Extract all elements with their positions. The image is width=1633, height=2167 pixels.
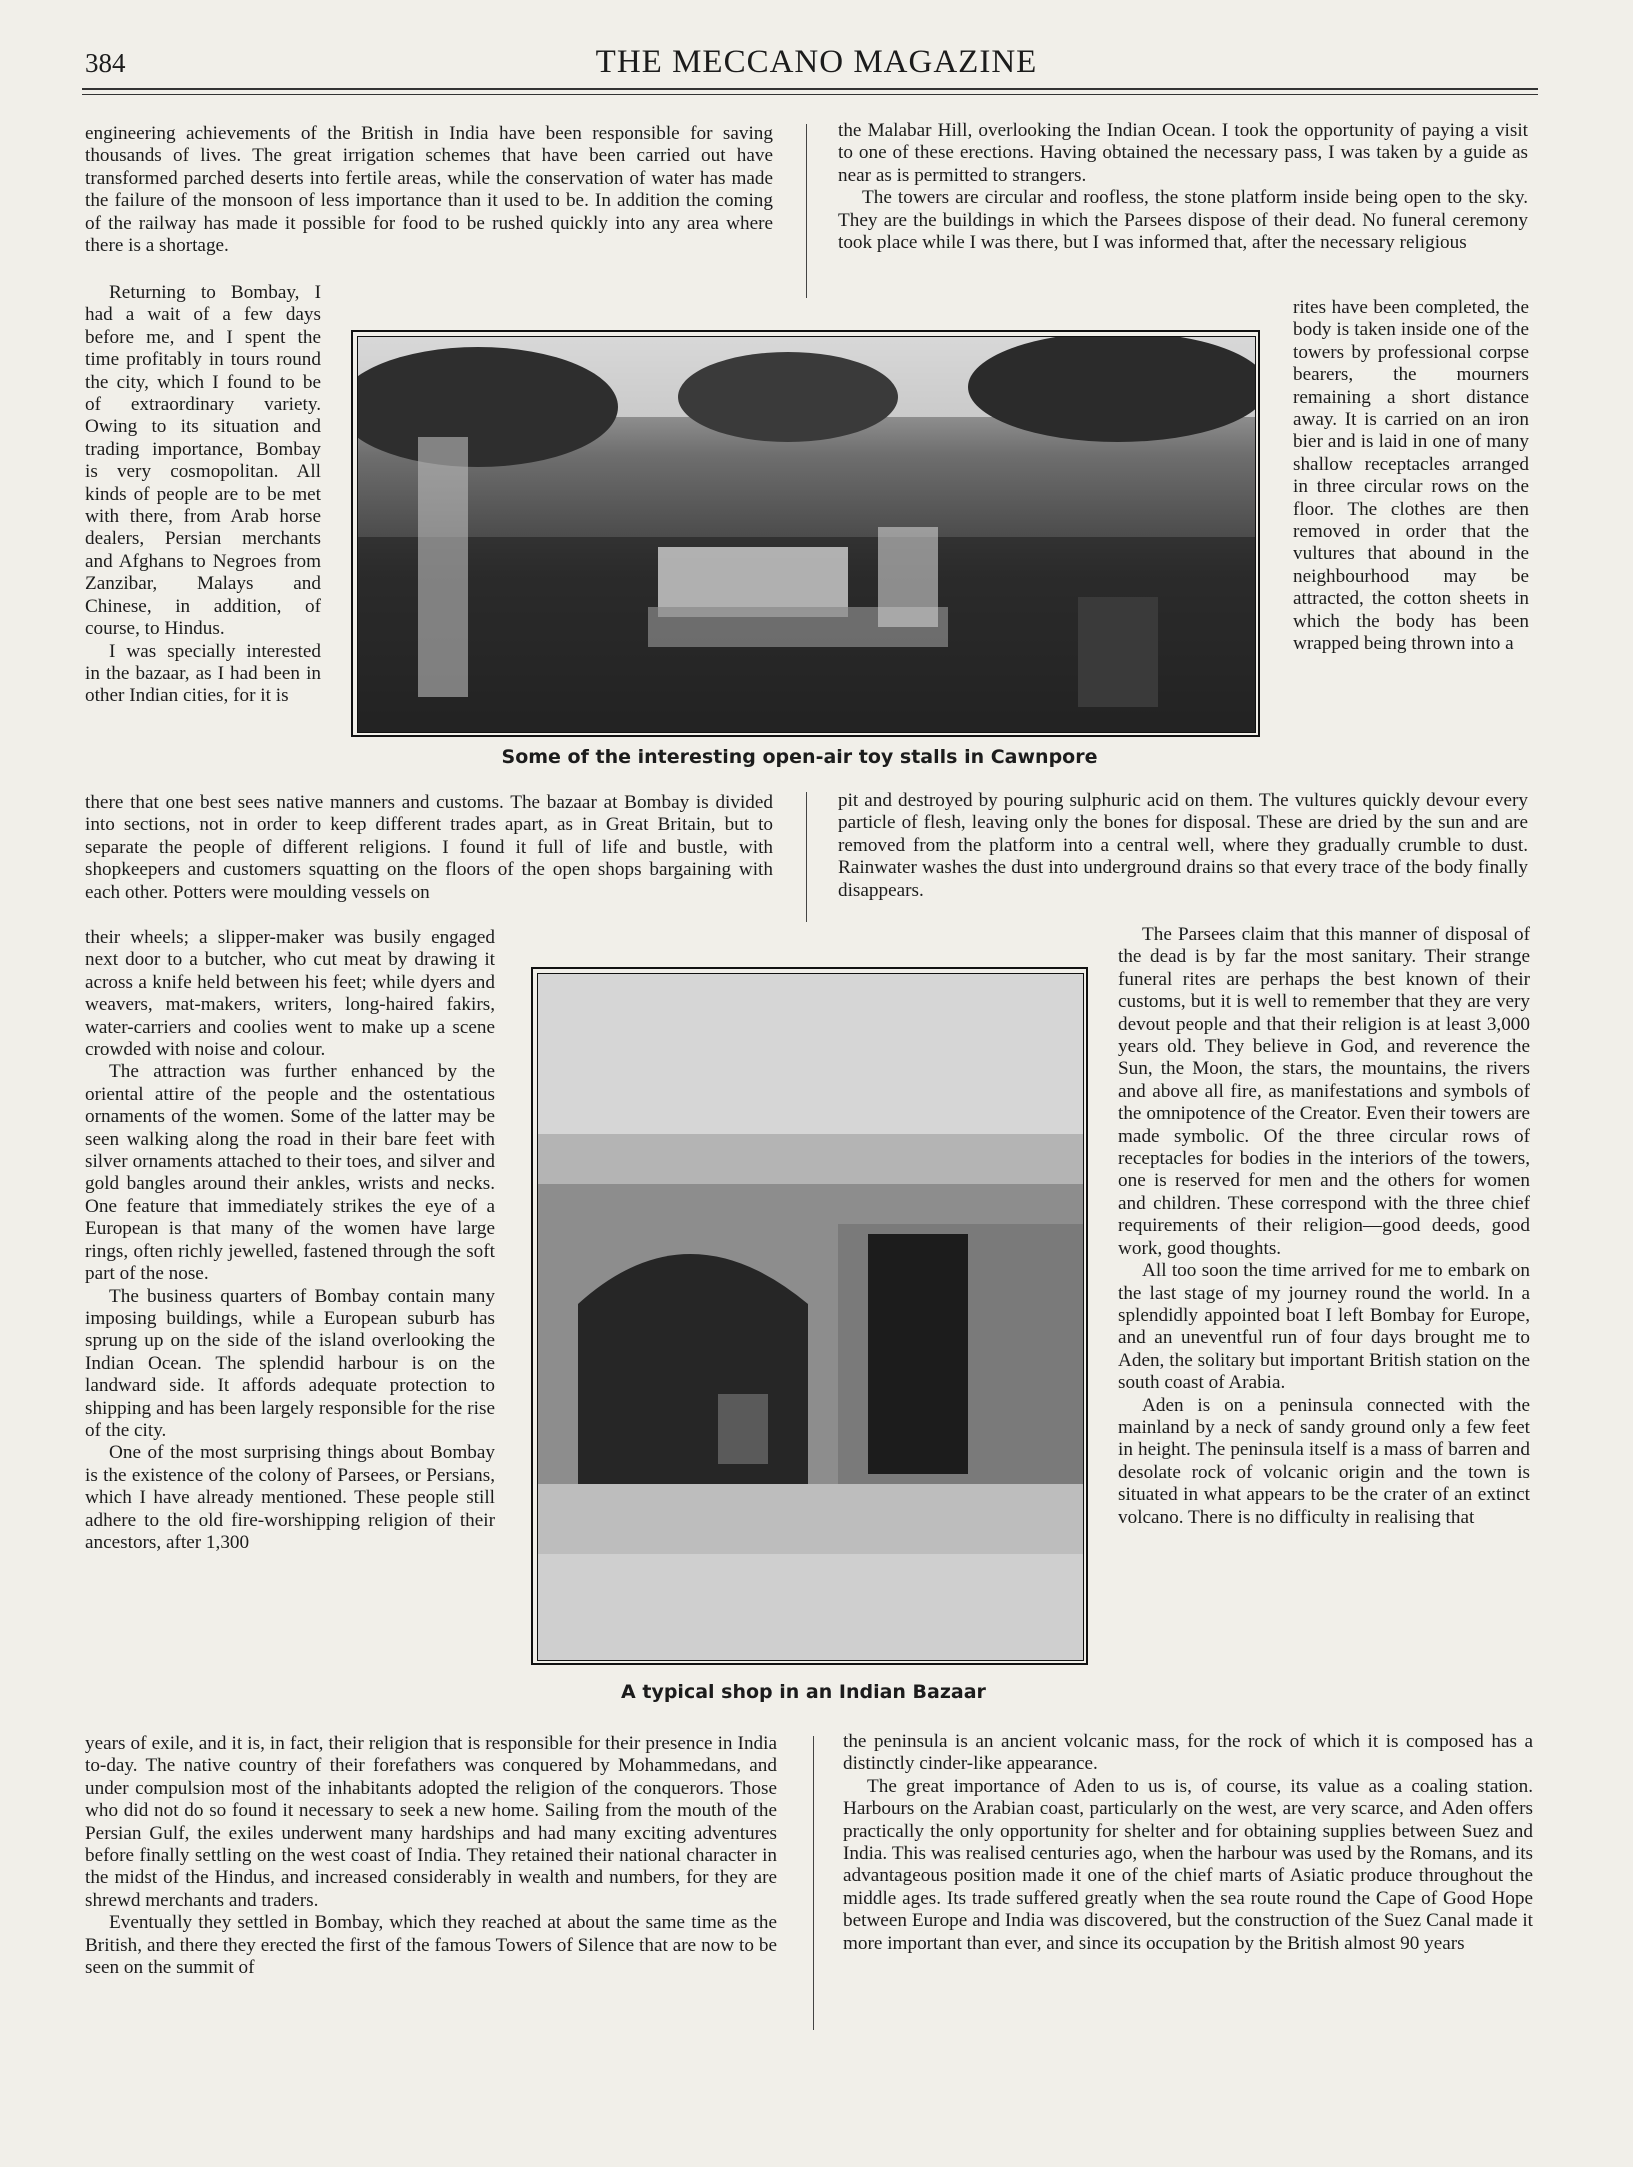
text-right-top	[838, 120, 1528, 300]
column-rule	[813, 1736, 814, 2030]
text-left-narrow	[85, 282, 321, 802]
page-number: 384	[85, 48, 126, 78]
paragraph: The attraction was further enhanced by the oriental attire of the people and the ostentatious ornaments of the women. Some of the latter may be seen walking along the road in their bare feet with silver ornaments attached to their toes, and silver and gold bangles around their ankles, wrists and necks. One feature that immediately strikes the eye of a European is that many of the women have large rings, often richly jewelled, fastened through the soft part of the nose.	[85, 1061, 495, 1285]
paragraph: One of the most surprising things about Bombay is the existence of the colony of Parsees, or Persians, which I have already mentioned. These people still adhere to the old fire-worshipping religion of their ancestors, after 1,300	[85, 1442, 495, 1553]
text-right-narrow	[1293, 297, 1529, 791]
text-left-bottom	[85, 1733, 777, 2033]
paragraph: All too soon the time arrived for me to embark on the last stage of my journey round the world. In a splendidly appointed boat I left Bombay for Europe, and an uneventful run of four days brought me to Aden, the solitary but important British station on the south coast of Arabia.	[1118, 1260, 1530, 1394]
photo-toy-stalls	[351, 330, 1260, 737]
paragraph: years of exile, and it is, in fact, their religion that is responsible for their presence in India to-day. The native country of their forefathers was conquered by Mohammedans, and under compulsion most of the inhabitants adopted the religion of the conquerors. Those who did not do so found it necessary to seek a new home. Sailing from the mouth of the Persian Gulf, the exiles underwent many hardships and had many exciting adventures before finally settling on the west coast of India. They retained their national character in the midst of the Hindus, and increased considerably in wealth and numbers, for they are shrewd merchants and traders.	[85, 1733, 777, 1911]
text-left-top	[85, 123, 773, 305]
header-rule-thin	[82, 94, 1538, 95]
paragraph: Eventually they settled in Bombay, which they reached at about the same time as the British, and there they erected the first of the famous Towers of Silence that are now to be seen on the summit of	[85, 1912, 777, 1979]
paragraph: rites have been completed, the body is taken inside one of the towers by professional corpse bearers, the mourners remaining a short distance away. It is carried on an iron bier and is laid in one of many shallow receptacles arranged in three circular rows on the floor. The clothes are then removed in order that the vultures that abound in the neighbourhood may be attracted, the cotton sheets in which the body has been wrapped being thrown into a	[1293, 297, 1529, 655]
magazine-title: THE MECCANO MAGAZINE	[595, 44, 1038, 80]
paragraph: the peninsula is an ancient volcanic mass, for the rock of which it is composed has a distinctly cinder-like appearance.	[843, 1731, 1533, 1775]
caption-toy-stalls: Some of the interesting open-air toy stalls in Cawnpore	[501, 746, 1098, 768]
photo-bazaar-shop	[531, 967, 1088, 1665]
text-left-mid	[85, 792, 773, 930]
column-rule	[806, 792, 807, 922]
paragraph: there that one best sees native manners and customs. The bazaar at Bombay is divided into sections, not in order to keep different trades apart, as in Great Britain, but to separate the people of different religions. I found it full of life and bustle, with shopkeepers and customers squatting on the floors of the open shops bargaining with each other. Potters were moulding vessels on	[85, 792, 773, 903]
text-right-bottom	[843, 1731, 1533, 2035]
text-left-narrow2	[85, 927, 495, 1739]
paragraph: The business quarters of Bombay contain many imposing buildings, while a European suburb has sprung up on the side of the island overlooking the Indian Ocean. The splendid harbour is on the landward side. It affords adequate protection to shipping and has been largely responsible for the rise of the city.	[85, 1285, 495, 1441]
paragraph: I was specially interested in the bazaar, as I had been in other Indian cities, for it is	[85, 640, 321, 707]
paragraph: The great importance of Aden to us is, of course, its value as a coaling station. Harbours on the Arabian coast, particularly on the west, are very scarce, and Aden offers practically the only opportunity for shelter and for obtaining supplies between Suez and India. This was realised centuries ago, when the harbour was used by the Romans, and its advantageous position made it one of the chief marts of Asiatic produce throughout the middle ages. Its trade suffered greatly when the sea route round the Cape of Good Hope between Europe and India was discovered, but the construction of the Suez Canal made it more important than ever, and since its occupation by the British almost 90 years	[843, 1775, 1533, 1954]
paragraph: their wheels; a slipper-maker was busily engaged next door to a butcher, who cut meat by drawing it across a knife held between his feet; while dyers and weavers, mat-makers, writers, long-haired fakirs, water-carriers and coolies went to make up a scene crowded with noise and colour.	[85, 927, 495, 1061]
paragraph: The towers are circular and roofless, the stone platform inside being open to the sky. They are the buildings in which the Parsees dispose of their dead. No funeral ceremony took place while I was there, but I was informed that, after the necessary religious	[838, 187, 1528, 254]
paragraph: Aden is on a peninsula connected with the mainland by a neck of sandy ground only a few feet in height. The peninsula itself is a mass of barren and desolate rock of volcanic origin and the town is situated in what appears to be the crater of an extinct volcano. There is no difficulty in realising that	[1118, 1394, 1530, 1528]
paragraph: the Malabar Hill, overlooking the Indian Ocean. I took the opportunity of paying a visit to one of these erections. Having obtained the necessary pass, I was taken by a guide as near as is permitted to strangers.	[838, 120, 1528, 186]
paragraph: The Parsees claim that this manner of disposal of the dead is by far the most sanitary. Their strange funeral rites are perhaps the best known of their customs, but it is well to remember that they are very devout people and that their religion is at least 3,000 years old. They believe in God, and reverence the Sun, the Moon, the stars, the mountains, the rivers and above all fire, as manifestations and symbols of the omnipotence of the Creator. Even their towers are made symbolic. Of the three circular rows of receptacles for bodies in the interiors of the towers, one is reserved for men and the others for women and children. These correspond with the three chief requirements of their religion—good deeds, good work, good thoughts.	[1118, 924, 1530, 1259]
text-right-narrow2	[1118, 924, 1530, 1736]
toy-stalls-image	[358, 337, 1255, 732]
caption-bazaar-shop: A typical shop in an Indian Bazaar	[621, 1681, 986, 1703]
bazaar-shop-image	[538, 974, 1083, 1660]
header-rule	[82, 88, 1538, 90]
paragraph: engineering achievements of the British in India have been responsible for saving thousands of lives. The great irrigation schemes that have been carried out have transformed parched deserts into fertile areas, while the conservation of water has made the failure of the monsoon of less importance than it used to be. In addition the coming of the railway has made it possible for food to be rushed quickly into any area where there is a shortage.	[85, 123, 773, 257]
paragraph: Returning to Bombay, I had a wait of a few days before me, and I spent the time profitably in tours round the city, which I found to be of extraordinary variety. Owing to its situation and trading importance, Bombay is very cosmopolitan. All kinds of people are to be met with there, from Arab horse dealers, Persian merchants and Afghans to Negroes from Zanzibar, Malays and Chinese, in addition, of course, to Hindus.	[85, 282, 321, 640]
text-right-mid	[838, 790, 1528, 928]
paragraph: pit and destroyed by pouring sulphuric acid on them. The vultures quickly devour every particle of flesh, leaving only the bones for disposal. These are dried by the sun and are removed from the platform into a central well, where they gradually crumble to dust. Rainwater washes the dust into underground drains so that every trace of the body finally disappears.	[838, 790, 1528, 901]
column-rule	[806, 124, 807, 298]
